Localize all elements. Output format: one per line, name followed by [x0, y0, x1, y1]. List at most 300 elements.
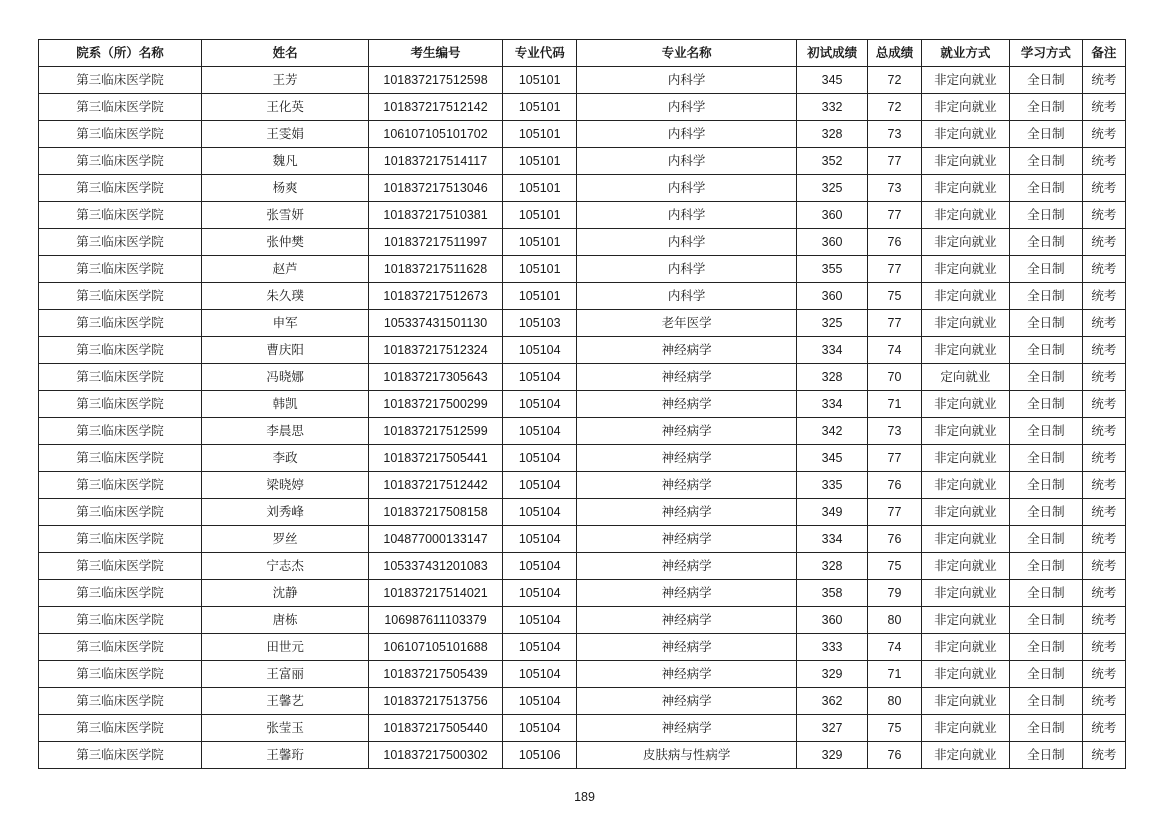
cell-major-name: 内科学: [577, 67, 796, 94]
cell-employment: 非定向就业: [921, 175, 1010, 202]
cell-employment: 非定向就业: [921, 472, 1010, 499]
cell-study-mode: 全日制: [1010, 661, 1082, 688]
cell-remark: 统考: [1082, 337, 1125, 364]
cell-study-mode: 全日制: [1010, 391, 1082, 418]
cell-employment: 非定向就业: [921, 310, 1010, 337]
cell-employment: 非定向就业: [921, 229, 1010, 256]
cell-employment: 非定向就业: [921, 661, 1010, 688]
table-row: [39, 661, 1126, 688]
cell-major-code: 105104: [502, 688, 576, 715]
cell-department: 第三临床医学院: [39, 418, 202, 445]
cell-major-code: 105104: [502, 418, 576, 445]
cell-total-score: 73: [868, 175, 921, 202]
cell-major-name: 内科学: [577, 202, 796, 229]
cell-remark: 统考: [1082, 148, 1125, 175]
cell-remark: 统考: [1082, 67, 1125, 94]
table-row: [39, 229, 1126, 256]
cell-department: 第三临床医学院: [39, 445, 202, 472]
cell-study-mode: 全日制: [1010, 364, 1082, 391]
cell-remark: 统考: [1082, 364, 1125, 391]
header-major-code: 专业代码: [502, 40, 576, 67]
cell-name: 张雪妍: [202, 202, 369, 229]
cell-total-score: 77: [868, 499, 921, 526]
cell-study-mode: 全日制: [1010, 175, 1082, 202]
cell-remark: 统考: [1082, 607, 1125, 634]
table-row: [39, 94, 1126, 121]
table-row: [39, 283, 1126, 310]
cell-candidate-id: 101837217512598: [369, 67, 503, 94]
cell-employment: 非定向就业: [921, 499, 1010, 526]
cell-candidate-id: 101837217511997: [369, 229, 503, 256]
cell-candidate-id: 105337431201083: [369, 553, 503, 580]
cell-candidate-id: 101837217514021: [369, 580, 503, 607]
cell-major-code: 105104: [502, 607, 576, 634]
cell-major-code: 105101: [502, 148, 576, 175]
table-row: [39, 67, 1126, 94]
cell-name: 冯晓娜: [202, 364, 369, 391]
cell-employment: 非定向就业: [921, 634, 1010, 661]
header-employment: 就业方式: [921, 40, 1010, 67]
cell-major-code: 105101: [502, 283, 576, 310]
cell-candidate-id: 101837217512142: [369, 94, 503, 121]
cell-prelim-score: 349: [796, 499, 867, 526]
cell-employment: 非定向就业: [921, 715, 1010, 742]
cell-name: 王化英: [202, 94, 369, 121]
header-prelim-score: 初试成绩: [796, 40, 867, 67]
cell-department: 第三临床医学院: [39, 310, 202, 337]
cell-total-score: 80: [868, 688, 921, 715]
cell-major-name: 神经病学: [577, 634, 796, 661]
cell-prelim-score: 328: [796, 553, 867, 580]
cell-major-name: 内科学: [577, 121, 796, 148]
cell-total-score: 79: [868, 580, 921, 607]
cell-major-code: 105104: [502, 364, 576, 391]
cell-prelim-score: 327: [796, 715, 867, 742]
cell-department: 第三临床医学院: [39, 688, 202, 715]
cell-major-code: 105104: [502, 499, 576, 526]
cell-study-mode: 全日制: [1010, 715, 1082, 742]
cell-total-score: 76: [868, 526, 921, 553]
cell-remark: 统考: [1082, 742, 1125, 769]
cell-prelim-score: 335: [796, 472, 867, 499]
cell-prelim-score: 328: [796, 121, 867, 148]
table-row: [39, 148, 1126, 175]
cell-employment: 非定向就业: [921, 256, 1010, 283]
cell-major-name: 神经病学: [577, 526, 796, 553]
cell-prelim-score: 329: [796, 742, 867, 769]
cell-department: 第三临床医学院: [39, 634, 202, 661]
cell-major-name: 神经病学: [577, 472, 796, 499]
cell-candidate-id: 101837217512673: [369, 283, 503, 310]
header-remark: 备注: [1082, 40, 1125, 67]
cell-total-score: 71: [868, 391, 921, 418]
cell-department: 第三临床医学院: [39, 553, 202, 580]
cell-remark: 统考: [1082, 553, 1125, 580]
cell-major-name: 老年医学: [577, 310, 796, 337]
cell-candidate-id: 101837217500302: [369, 742, 503, 769]
cell-total-score: 75: [868, 715, 921, 742]
cell-department: 第三临床医学院: [39, 337, 202, 364]
cell-study-mode: 全日制: [1010, 553, 1082, 580]
cell-remark: 统考: [1082, 688, 1125, 715]
header-total-score: 总成绩: [868, 40, 921, 67]
cell-total-score: 80: [868, 607, 921, 634]
cell-prelim-score: 345: [796, 67, 867, 94]
cell-remark: 统考: [1082, 175, 1125, 202]
cell-major-name: 神经病学: [577, 364, 796, 391]
cell-total-score: 77: [868, 310, 921, 337]
cell-remark: 统考: [1082, 499, 1125, 526]
cell-study-mode: 全日制: [1010, 472, 1082, 499]
cell-name: 赵芦: [202, 256, 369, 283]
cell-candidate-id: 101837217511628: [369, 256, 503, 283]
cell-study-mode: 全日制: [1010, 688, 1082, 715]
table-body: [39, 67, 1126, 769]
cell-candidate-id: 101837217505439: [369, 661, 503, 688]
cell-candidate-id: 106107105101688: [369, 634, 503, 661]
cell-employment: 非定向就业: [921, 337, 1010, 364]
cell-department: 第三临床医学院: [39, 391, 202, 418]
cell-department: 第三临床医学院: [39, 67, 202, 94]
cell-major-code: 105101: [502, 67, 576, 94]
cell-name: 李晨思: [202, 418, 369, 445]
cell-employment: 非定向就业: [921, 553, 1010, 580]
cell-prelim-score: 360: [796, 607, 867, 634]
cell-remark: 统考: [1082, 202, 1125, 229]
cell-prelim-score: 332: [796, 94, 867, 121]
cell-total-score: 74: [868, 634, 921, 661]
cell-employment: 非定向就业: [921, 688, 1010, 715]
cell-major-code: 105104: [502, 526, 576, 553]
cell-major-name: 神经病学: [577, 661, 796, 688]
cell-employment: 非定向就业: [921, 67, 1010, 94]
cell-candidate-id: 101837217513046: [369, 175, 503, 202]
cell-remark: 统考: [1082, 310, 1125, 337]
cell-employment: 非定向就业: [921, 418, 1010, 445]
cell-study-mode: 全日制: [1010, 148, 1082, 175]
cell-total-score: 76: [868, 472, 921, 499]
cell-prelim-score: 334: [796, 391, 867, 418]
cell-major-name: 神经病学: [577, 391, 796, 418]
cell-major-name: 神经病学: [577, 445, 796, 472]
cell-total-score: 72: [868, 94, 921, 121]
cell-study-mode: 全日制: [1010, 607, 1082, 634]
cell-name: 唐栋: [202, 607, 369, 634]
cell-name: 杨爽: [202, 175, 369, 202]
cell-candidate-id: 101837217512442: [369, 472, 503, 499]
cell-department: 第三临床医学院: [39, 175, 202, 202]
table-row: [39, 715, 1126, 742]
cell-remark: 统考: [1082, 283, 1125, 310]
table-row: [39, 607, 1126, 634]
cell-department: 第三临床医学院: [39, 121, 202, 148]
cell-major-code: 105104: [502, 634, 576, 661]
header-study-mode: 学习方式: [1010, 40, 1082, 67]
cell-candidate-id: 101837217305643: [369, 364, 503, 391]
cell-name: 魏凡: [202, 148, 369, 175]
cell-major-code: 105104: [502, 391, 576, 418]
cell-department: 第三临床医学院: [39, 472, 202, 499]
table-row: [39, 391, 1126, 418]
cell-prelim-score: 360: [796, 229, 867, 256]
cell-prelim-score: 334: [796, 337, 867, 364]
table-row: [39, 526, 1126, 553]
cell-name: 张仲樊: [202, 229, 369, 256]
cell-major-code: 105104: [502, 337, 576, 364]
cell-remark: 统考: [1082, 391, 1125, 418]
cell-study-mode: 全日制: [1010, 418, 1082, 445]
cell-remark: 统考: [1082, 715, 1125, 742]
cell-major-name: 内科学: [577, 256, 796, 283]
cell-total-score: 75: [868, 283, 921, 310]
cell-candidate-id: 101837217512599: [369, 418, 503, 445]
cell-major-code: 105104: [502, 715, 576, 742]
table-row: [39, 580, 1126, 607]
cell-major-code: 105101: [502, 229, 576, 256]
cell-employment: 非定向就业: [921, 391, 1010, 418]
table-row: [39, 364, 1126, 391]
cell-remark: 统考: [1082, 229, 1125, 256]
cell-major-code: 105101: [502, 175, 576, 202]
cell-study-mode: 全日制: [1010, 634, 1082, 661]
cell-major-name: 皮肤病与性病学: [577, 742, 796, 769]
cell-candidate-id: 101837217510381: [369, 202, 503, 229]
cell-study-mode: 全日制: [1010, 742, 1082, 769]
cell-prelim-score: 360: [796, 202, 867, 229]
table-row: [39, 337, 1126, 364]
cell-prelim-score: 328: [796, 364, 867, 391]
cell-remark: 统考: [1082, 472, 1125, 499]
cell-candidate-id: 101837217500299: [369, 391, 503, 418]
cell-remark: 统考: [1082, 580, 1125, 607]
header-department: 院系（所）名称: [39, 40, 202, 67]
cell-major-name: 神经病学: [577, 580, 796, 607]
cell-candidate-id: 105337431501130: [369, 310, 503, 337]
cell-candidate-id: 106107105101702: [369, 121, 503, 148]
cell-department: 第三临床医学院: [39, 580, 202, 607]
cell-department: 第三临床医学院: [39, 202, 202, 229]
cell-major-code: 105106: [502, 742, 576, 769]
cell-major-code: 105101: [502, 256, 576, 283]
cell-employment: 非定向就业: [921, 580, 1010, 607]
table-row: [39, 634, 1126, 661]
cell-name: 梁晓婷: [202, 472, 369, 499]
cell-candidate-id: 101837217508158: [369, 499, 503, 526]
cell-study-mode: 全日制: [1010, 256, 1082, 283]
cell-department: 第三临床医学院: [39, 94, 202, 121]
cell-name: 王雯娟: [202, 121, 369, 148]
cell-major-name: 神经病学: [577, 337, 796, 364]
table-row: [39, 499, 1126, 526]
cell-candidate-id: 106987611103379: [369, 607, 503, 634]
cell-major-code: 105104: [502, 553, 576, 580]
cell-total-score: 77: [868, 202, 921, 229]
cell-major-name: 内科学: [577, 229, 796, 256]
cell-name: 王馨艺: [202, 688, 369, 715]
cell-total-score: 75: [868, 553, 921, 580]
cell-employment: 非定向就业: [921, 607, 1010, 634]
cell-major-code: 105104: [502, 661, 576, 688]
cell-prelim-score: 345: [796, 445, 867, 472]
cell-candidate-id: 101837217512324: [369, 337, 503, 364]
cell-name: 罗丝: [202, 526, 369, 553]
cell-major-name: 神经病学: [577, 499, 796, 526]
cell-total-score: 77: [868, 256, 921, 283]
table-row: [39, 472, 1126, 499]
cell-remark: 统考: [1082, 121, 1125, 148]
cell-prelim-score: 355: [796, 256, 867, 283]
header-name: 姓名: [202, 40, 369, 67]
cell-study-mode: 全日制: [1010, 229, 1082, 256]
table-row: [39, 121, 1126, 148]
cell-name: 王富丽: [202, 661, 369, 688]
admission-roster-table: [38, 39, 1126, 769]
cell-prelim-score: 329: [796, 661, 867, 688]
cell-remark: 统考: [1082, 94, 1125, 121]
cell-employment: 定向就业: [921, 364, 1010, 391]
cell-name: 朱久璞: [202, 283, 369, 310]
cell-study-mode: 全日制: [1010, 121, 1082, 148]
cell-total-score: 70: [868, 364, 921, 391]
cell-prelim-score: 333: [796, 634, 867, 661]
header-major-name: 专业名称: [577, 40, 796, 67]
cell-candidate-id: 101837217513756: [369, 688, 503, 715]
cell-name: 王芳: [202, 67, 369, 94]
cell-major-code: 105103: [502, 310, 576, 337]
cell-prelim-score: 358: [796, 580, 867, 607]
cell-name: 韩凯: [202, 391, 369, 418]
cell-prelim-score: 325: [796, 175, 867, 202]
cell-employment: 非定向就业: [921, 94, 1010, 121]
table-row: [39, 175, 1126, 202]
cell-study-mode: 全日制: [1010, 283, 1082, 310]
cell-major-name: 内科学: [577, 175, 796, 202]
cell-study-mode: 全日制: [1010, 202, 1082, 229]
cell-major-name: 内科学: [577, 148, 796, 175]
cell-prelim-score: 334: [796, 526, 867, 553]
cell-study-mode: 全日制: [1010, 526, 1082, 553]
cell-major-name: 内科学: [577, 94, 796, 121]
cell-study-mode: 全日制: [1010, 94, 1082, 121]
cell-department: 第三临床医学院: [39, 148, 202, 175]
cell-employment: 非定向就业: [921, 121, 1010, 148]
cell-candidate-id: 104877000133147: [369, 526, 503, 553]
cell-name: 沈静: [202, 580, 369, 607]
cell-total-score: 71: [868, 661, 921, 688]
cell-name: 刘秀峰: [202, 499, 369, 526]
cell-department: 第三临床医学院: [39, 364, 202, 391]
cell-total-score: 73: [868, 121, 921, 148]
table-row: [39, 553, 1126, 580]
cell-major-name: 内科学: [577, 283, 796, 310]
cell-name: 田世元: [202, 634, 369, 661]
cell-major-code: 105104: [502, 472, 576, 499]
cell-remark: 统考: [1082, 634, 1125, 661]
cell-employment: 非定向就业: [921, 283, 1010, 310]
cell-department: 第三临床医学院: [39, 715, 202, 742]
cell-employment: 非定向就业: [921, 526, 1010, 553]
table-row: [39, 256, 1126, 283]
cell-remark: 统考: [1082, 445, 1125, 472]
cell-remark: 统考: [1082, 418, 1125, 445]
cell-name: 李政: [202, 445, 369, 472]
cell-remark: 统考: [1082, 256, 1125, 283]
cell-employment: 非定向就业: [921, 445, 1010, 472]
cell-prelim-score: 352: [796, 148, 867, 175]
cell-name: 王馨珩: [202, 742, 369, 769]
cell-department: 第三临床医学院: [39, 499, 202, 526]
cell-department: 第三临床医学院: [39, 661, 202, 688]
header-candidate-id: 考生编号: [369, 40, 503, 67]
cell-total-score: 77: [868, 445, 921, 472]
cell-prelim-score: 360: [796, 283, 867, 310]
page-number: 189: [574, 790, 595, 804]
cell-candidate-id: 101837217505440: [369, 715, 503, 742]
cell-remark: 统考: [1082, 526, 1125, 553]
cell-major-name: 神经病学: [577, 553, 796, 580]
cell-employment: 非定向就业: [921, 742, 1010, 769]
cell-study-mode: 全日制: [1010, 580, 1082, 607]
table-row: [39, 688, 1126, 715]
cell-major-code: 105104: [502, 445, 576, 472]
cell-major-code: 105104: [502, 580, 576, 607]
cell-candidate-id: 101837217514117: [369, 148, 503, 175]
cell-total-score: 73: [868, 418, 921, 445]
cell-department: 第三临床医学院: [39, 526, 202, 553]
cell-department: 第三临床医学院: [39, 742, 202, 769]
cell-total-score: 72: [868, 67, 921, 94]
cell-major-name: 神经病学: [577, 418, 796, 445]
cell-major-name: 神经病学: [577, 607, 796, 634]
table-row: [39, 418, 1126, 445]
cell-department: 第三临床医学院: [39, 283, 202, 310]
cell-name: 申军: [202, 310, 369, 337]
cell-prelim-score: 362: [796, 688, 867, 715]
table-header-row: [39, 40, 1126, 67]
table-row: [39, 445, 1126, 472]
cell-department: 第三临床医学院: [39, 256, 202, 283]
cell-employment: 非定向就业: [921, 148, 1010, 175]
cell-total-score: 76: [868, 742, 921, 769]
cell-name: 曹庆阳: [202, 337, 369, 364]
cell-total-score: 74: [868, 337, 921, 364]
cell-major-name: 神经病学: [577, 688, 796, 715]
cell-major-code: 105101: [502, 121, 576, 148]
cell-major-code: 105101: [502, 94, 576, 121]
cell-study-mode: 全日制: [1010, 499, 1082, 526]
table-row: [39, 202, 1126, 229]
cell-study-mode: 全日制: [1010, 337, 1082, 364]
cell-employment: 非定向就业: [921, 202, 1010, 229]
cell-study-mode: 全日制: [1010, 310, 1082, 337]
cell-candidate-id: 101837217505441: [369, 445, 503, 472]
cell-remark: 统考: [1082, 661, 1125, 688]
table-row: [39, 310, 1126, 337]
cell-name: 张莹玉: [202, 715, 369, 742]
cell-prelim-score: 342: [796, 418, 867, 445]
cell-total-score: 77: [868, 148, 921, 175]
cell-department: 第三临床医学院: [39, 607, 202, 634]
cell-total-score: 76: [868, 229, 921, 256]
cell-department: 第三临床医学院: [39, 229, 202, 256]
cell-prelim-score: 325: [796, 310, 867, 337]
cell-name: 宁志杰: [202, 553, 369, 580]
cell-study-mode: 全日制: [1010, 67, 1082, 94]
cell-study-mode: 全日制: [1010, 445, 1082, 472]
table-row: [39, 742, 1126, 769]
cell-major-code: 105101: [502, 202, 576, 229]
cell-major-name: 神经病学: [577, 715, 796, 742]
